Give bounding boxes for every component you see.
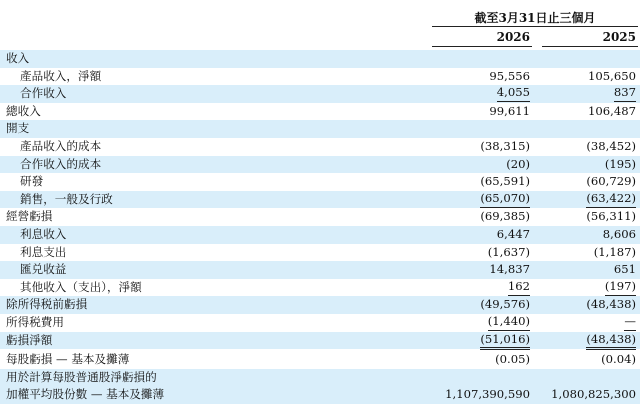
value-2025: (38,452)	[586, 138, 636, 153]
row-label: 每股虧損 — 基本及攤薄	[6, 352, 130, 366]
value-2025: (48,438)	[586, 297, 636, 312]
value-2025: (63,422)	[586, 191, 636, 208]
row-label: 產品收入，淨額	[20, 68, 102, 83]
statement-row	[0, 156, 640, 174]
row-label: 研發	[20, 174, 44, 189]
row-label: 其他收入（支出），淨額	[20, 279, 142, 294]
statement-row	[0, 173, 640, 191]
value-2025: (60,729)	[586, 174, 636, 189]
statement-row	[0, 50, 640, 68]
eps-section	[0, 351, 640, 404]
row-label: 開支	[6, 121, 30, 136]
statement-row	[0, 103, 640, 121]
row-label: 合作收入	[20, 86, 67, 101]
statement-row	[0, 226, 640, 244]
value-2026: (65,591)	[480, 174, 530, 189]
row-label: 合作收入的成本	[20, 156, 102, 171]
value-2026: (49,576)	[480, 297, 530, 312]
statement-row	[0, 138, 640, 156]
statement-row	[0, 244, 640, 262]
shares-label-row	[0, 369, 640, 387]
header-rule	[432, 26, 638, 27]
value-2026: 6,447	[496, 226, 530, 241]
value-2026: 14,837	[489, 262, 530, 277]
statement-row	[0, 68, 640, 86]
row-label: 所得税費用	[6, 314, 64, 329]
statement-row	[0, 296, 640, 314]
statement-row	[0, 120, 640, 138]
value-2026: 162	[508, 279, 530, 296]
statement-rows	[0, 50, 640, 349]
value-2025: (56,311)	[586, 209, 636, 224]
statement-row	[0, 191, 640, 209]
row-label: 加權平均股份數 — 基本及攤薄	[6, 387, 165, 402]
value-2025: 105,650	[588, 68, 636, 83]
value-2026: 99,611	[489, 103, 530, 118]
shares-row	[0, 386, 640, 404]
value-2026: (1,637)	[487, 244, 530, 259]
statement-row	[0, 208, 640, 226]
value-2025: 8,606	[602, 226, 636, 241]
value-2025: 1,080,825,300	[551, 387, 636, 402]
value-2025: (0.04)	[601, 352, 636, 366]
statement-row	[0, 332, 640, 350]
value-2026: 1,107,390,590	[445, 387, 530, 402]
row-label: 虧損淨額	[6, 332, 53, 347]
statement-row	[0, 261, 640, 279]
row-label: 匯兑收益	[20, 262, 67, 277]
value-2025: (195)	[604, 156, 636, 171]
value-2026: (38,315)	[480, 138, 530, 153]
statement-row	[0, 279, 640, 297]
statement-row	[0, 314, 640, 332]
year-2025-heading: 2025	[602, 30, 636, 44]
year-rule	[432, 46, 532, 47]
value-2025: —	[624, 314, 636, 331]
eps-row	[0, 351, 640, 369]
value-2026: (1,440)	[488, 314, 530, 331]
row-label: 收入	[6, 51, 30, 65]
value-2025: 106,487	[588, 103, 636, 118]
value-2026: (65,070)	[480, 191, 530, 208]
value-2026: (0.05)	[495, 352, 530, 366]
row-label: 利息收入	[20, 226, 67, 241]
value-2025: (1,187)	[593, 244, 636, 259]
value-2026: 95,556	[489, 68, 530, 83]
value-2026: (51,016)	[480, 332, 530, 350]
year-rule	[542, 46, 638, 47]
row-label: 銷售，一般及行政	[20, 191, 113, 206]
value-2026: (69,385)	[480, 209, 530, 224]
row-label: 產品收入的成本	[20, 138, 102, 153]
year-2026-heading: 2026	[496, 30, 530, 44]
row-label: 用於計算每股普通股淨虧損的	[6, 369, 157, 384]
row-label: 除所得税前虧損	[6, 297, 88, 312]
value-2026: (20)	[506, 156, 530, 171]
row-label: 經營虧損	[6, 209, 53, 224]
value-2025: (48,438)	[586, 332, 636, 350]
value-2025: (197)	[605, 279, 636, 296]
row-label: 利息支出	[20, 244, 67, 259]
row-label: 總收入	[6, 103, 41, 118]
statement-row	[0, 85, 640, 103]
value-2025: 651	[613, 262, 636, 277]
value-2026: 4,055	[497, 85, 530, 102]
value-2025: 837	[614, 85, 636, 102]
period-heading: 截至3月31日止三個月	[474, 11, 596, 25]
